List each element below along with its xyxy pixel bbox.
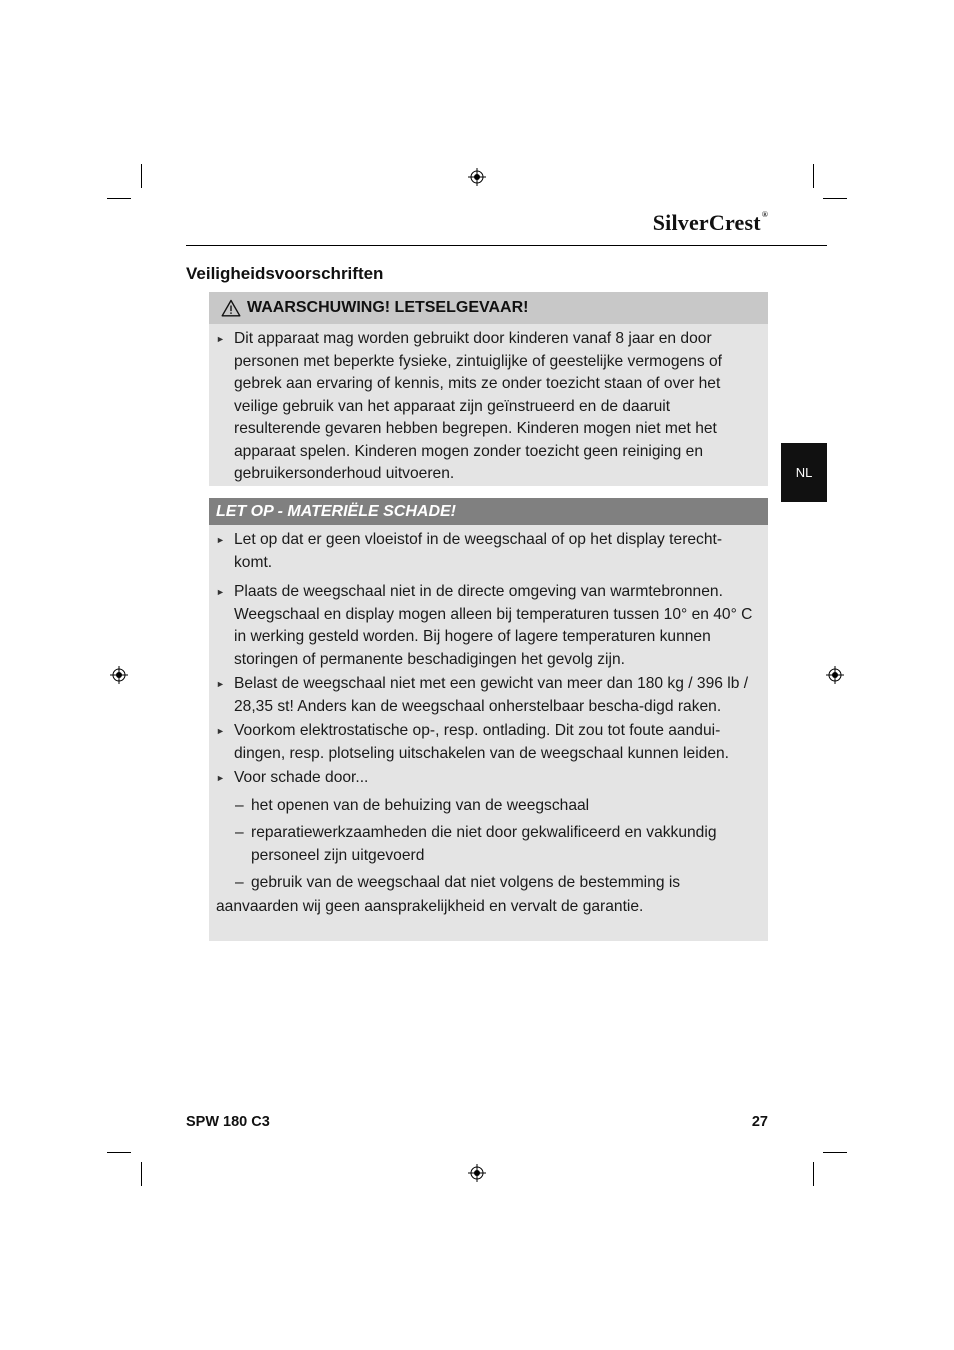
warning-heading: WAARSCHUWING! LETSELGEVAAR! <box>209 292 768 324</box>
brand-logo: SilverCrest® <box>652 210 768 235</box>
bullet-arrow-icon: ► <box>216 535 225 545</box>
header-divider <box>186 245 827 246</box>
bullet-arrow-icon: ► <box>216 587 225 597</box>
crop-mark <box>823 198 847 199</box>
closing-text: aanvaarden wij geen aansprakelijkheid en vervalt de garantie. <box>216 897 644 915</box>
crop-mark <box>813 164 814 188</box>
registration-mark-icon <box>468 168 486 186</box>
caution-box <box>209 498 768 941</box>
page-number: 27 <box>751 1114 768 1130</box>
crop-mark <box>107 198 131 199</box>
sub-list-item: – reparatiewerkzaamheden die niet door gekwalificeerd en vakkundig personeel zijn uitgevoerd <box>235 824 717 864</box>
bullet-arrow-icon: ► <box>216 773 225 783</box>
caution-heading: LET OP - MATERIËLE SCHADE! <box>209 498 768 525</box>
list-item: ► Belast de weegschaal niet met een gewicht van meer dan 180 kg / 396 lb / 28,35 st! Anders kan de weegschaal onherstelbaar bescha-digd raken. <box>216 675 749 715</box>
sub-list-item: – gebruik van de weegschaal dat niet volgens de bestemming is <box>235 874 681 891</box>
list-item: ► Dit apparaat mag worden gebruikt door kinderen vanaf 8 jaar en door personen met beperkte fysieke, zintuiglijke of geestelijke vermogens of gebrek aan ervaring of kennis, mits ze onder toezicht staan of over het veilige gebruik van het apparaat zijn geïnstrueerd en de daaruit resulterende gevaren hebben begrepen. Kinderen mogen niet met het apparaat spelen. Kinderen mogen zonder toezicht geen reiniging en gebruikersonderhoud uitvoeren. <box>216 330 722 482</box>
list-item: ► Let op dat er geen vloeistof in de weegschaal of op het display terecht-komt. <box>216 531 723 571</box>
crop-mark <box>141 1162 142 1186</box>
list-item: ► Plaats de weegschaal niet in de directe omgeving van warmtebronnen. Weegschaal en display mogen alleen bij temperaturen tussen 10° en 40° C in werking gesteld worden. Bij hogere of lagere temperaturen kunnen storingen of permanente beschadigingen het gevolg zijn. <box>216 583 753 668</box>
list-item: ► Voor schade door... <box>209 767 768 790</box>
sub-list-item: – het openen van de behuizing van de weegschaal <box>235 796 590 814</box>
footer-model: SPW 180 C3 <box>186 1114 270 1130</box>
bullet-arrow-icon: ► <box>216 334 225 344</box>
crop-mark <box>813 1162 814 1186</box>
bullet-arrow-icon: ► <box>216 726 225 736</box>
crop-mark <box>107 1152 131 1153</box>
bullet-arrow-icon: ► <box>216 679 225 689</box>
registration-mark-icon <box>826 666 844 684</box>
registration-mark-icon <box>110 666 128 684</box>
list-item: ► Voorkom elektrostatische op-, resp. ontlading. Dit zou tot foute aandui-dingen, resp. plotseling uitschakelen van de weegschaal kunnen leiden. <box>216 722 730 762</box>
section-title: Veiligheidsvoorschriften <box>186 264 384 283</box>
warning-box <box>209 292 768 486</box>
language-tab: NL <box>781 443 827 502</box>
crop-mark <box>823 1152 847 1153</box>
crop-mark <box>141 164 142 188</box>
registration-mark-icon <box>468 1164 486 1182</box>
warning-triangle-icon <box>221 299 241 317</box>
